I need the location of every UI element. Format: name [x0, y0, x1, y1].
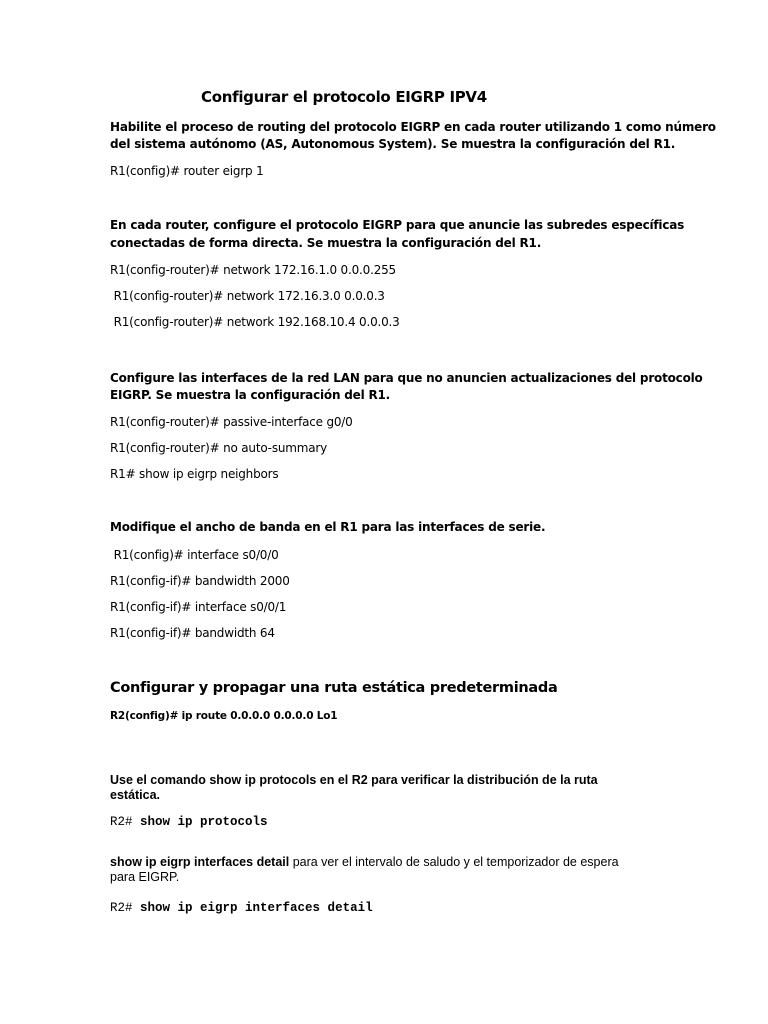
console-prompt: R2# [110, 901, 133, 915]
paragraph-text: para ver el intervalo de saludo y el temporizador de espera [289, 855, 619, 869]
paragraph-line: EIGRP. Se muestra la configuración del R1. [110, 388, 391, 402]
command-line: R2(config)# ip route 0.0.0.0 0.0.0.0 Lo1 [110, 710, 338, 722]
console-command-text: show ip eigrp interfaces detail [140, 901, 373, 915]
paragraph-line: estática. [110, 788, 161, 802]
console-prompt: R2# [110, 815, 133, 829]
paragraph-line: Configure las interfaces de la red LAN para que no anuncien actualizaciones del protocolo [110, 371, 703, 385]
paragraph-line: Use el comando show ip protocols en el R2 para verificar la distribución de la ruta [110, 773, 598, 787]
command-line: R1(config)# router eigrp 1 [110, 164, 264, 178]
command-line: R1(config-if)# bandwidth 2000 [110, 574, 290, 588]
command-line: R1(config-router)# network 192.168.10.4 0.0.0.3 [110, 315, 400, 329]
console-command [110, 815, 268, 829]
command-line: R1# show ip eigrp neighbors [110, 467, 279, 481]
command-line: R1(config-router)# no auto-summary [110, 441, 328, 455]
paragraph-line: conectadas de forma directa. Se muestra la configuración del R1. [110, 236, 542, 250]
paragraph-line: para EIGRP. [110, 870, 180, 884]
inline-bold-command: show ip eigrp interfaces detail [110, 855, 290, 869]
paragraph-line: Habilite el proceso de routing del protocolo EIGRP en cada router utilizando 1 como número [110, 120, 716, 134]
document-title: Configurar el protocolo EIGRP IPV4 [201, 88, 487, 106]
command-line: R1(config)# interface s0/0/0 [110, 548, 279, 562]
command-line: R1(config-router)# network 172.16.1.0 0.0.0.255 [110, 263, 396, 277]
command-line: R1(config-router)# passive-interface g0/0 [110, 415, 353, 429]
command-line: R1(config-router)# network 172.16.3.0 0.0.0.3 [110, 289, 385, 303]
paragraph-line [110, 855, 619, 869]
paragraph-line: En cada router, configure el protocolo EIGRP para que anuncie las subredes específicas [110, 218, 685, 232]
command-line: R1(config-if)# interface s0/0/1 [110, 600, 287, 614]
paragraph-line: del sistema autónomo (AS, Autonomous System). Se muestra la configuración del R1. [110, 137, 676, 151]
console-command [110, 901, 373, 915]
paragraph-line: Modifique el ancho de banda en el R1 para las interfaces de serie. [110, 520, 546, 534]
section-heading: Configurar y propagar una ruta estática predeterminada [110, 680, 558, 696]
console-command-text: show ip protocols [140, 815, 268, 829]
command-line: R1(config-if)# bandwidth 64 [110, 626, 275, 640]
